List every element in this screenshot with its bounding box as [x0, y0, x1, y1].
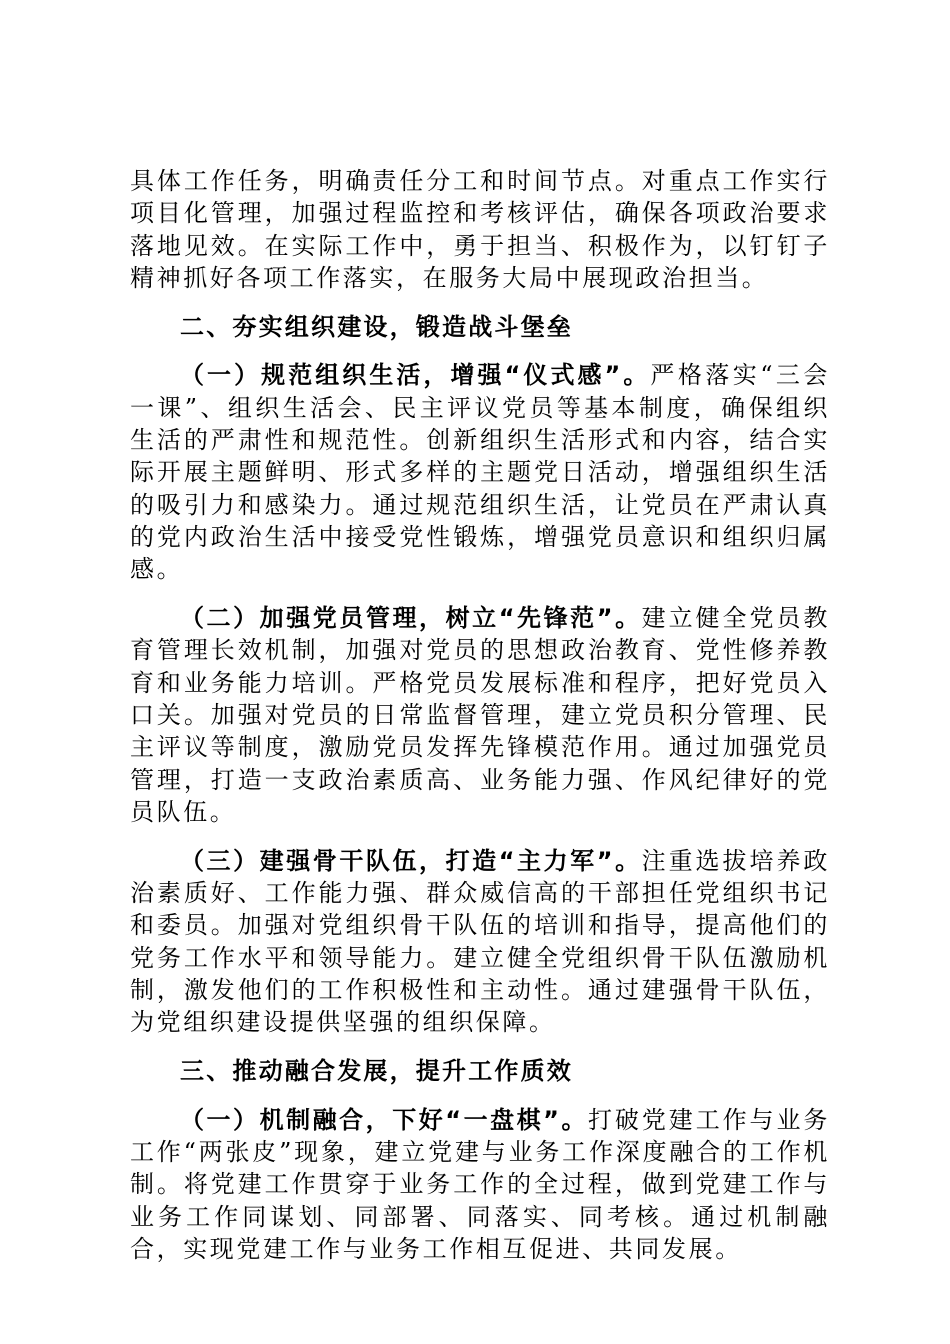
paragraph-lead: （一）规范组织生活，增强“仪式感”。 [180, 361, 651, 390]
paragraph-body: 严格落实“三会一课”、组织生活会、民主评议党员等基本制度，确保组织生活的严肃性和规范性。创新组织生活形式和内容，结合实际开展主题鲜明、形式多样的主题党日活动，增强组织生活的吸引力和感染力。通过规范组织生活，让党员在严肃认真的党内政治生活中接受党性锻炼，增强党员意识和组织归属感。 [130, 361, 830, 584]
paragraph-body: 打破党建工作与业务工作“两张皮”现象，建立党建与业务工作深度融合的工作机制。将党建工作贯穿于业务工作的全过程，做到党建工作与业务工作同谋划、同部署、同落实、同考核。通过机制融合，实现党建工作与业务工作相互促进、共同发展。 [130, 1105, 830, 1263]
paragraph-body: 建立健全党员教育管理长效机制，加强对党员的思想政治教育、党性修养教育和业务能力培训。严格党员发展标准和程序，把好党员入口关。加强对党员的日常监督管理，建立党员积分管理、民主评议等制度，激励党员发挥先锋模范作用。通过加强党员管理，打造一支政治素质高、业务能力强、作风纪律好的党员队伍。 [130, 604, 831, 826]
section-heading-2: 二、夯实组织建设，锻造战斗堡垒 [180, 312, 573, 341]
paragraph-lead: （三）建强骨干队伍，打造“主力军”。 [180, 846, 642, 875]
paragraph-2-2 [130, 602, 830, 828]
paragraph-lead: （一）机制融合，下好“一盘棋”。 [180, 1105, 588, 1134]
section-heading-3: 三、推动融合发展，提升工作质效 [180, 1056, 573, 1085]
paragraph-lead: （二）加强党员管理，树立“先锋范”。 [180, 604, 642, 633]
document-page [130, 165, 830, 1282]
paragraph-intro: 具体工作任务，明确责任分工和时间节点。对重点工作实行项目化管理，加强过程监控和考核评估，确保各项政治要求落地见效。在实际工作中，勇于担当、积极作为，以钉钉子精神抓好各项工作落实，在服务大局中展现政治担当。 [130, 167, 830, 292]
paragraph-body: 注重选拔培养政治素质好、工作能力强、群众威信高的干部担任党组织书记和委员。加强对党组织骨干队伍的培训和指导，提高他们的党务工作水平和领导能力。建立健全党组织骨干队伍激励机制，激发他们的工作积极性和主动性。通过建强骨干队伍，为党组织建设提供坚强的组织保障。 [130, 846, 831, 1037]
paragraph-2-3 [130, 845, 830, 1039]
paragraph-2-1 [130, 359, 830, 585]
paragraph-3-1 [130, 1104, 830, 1265]
